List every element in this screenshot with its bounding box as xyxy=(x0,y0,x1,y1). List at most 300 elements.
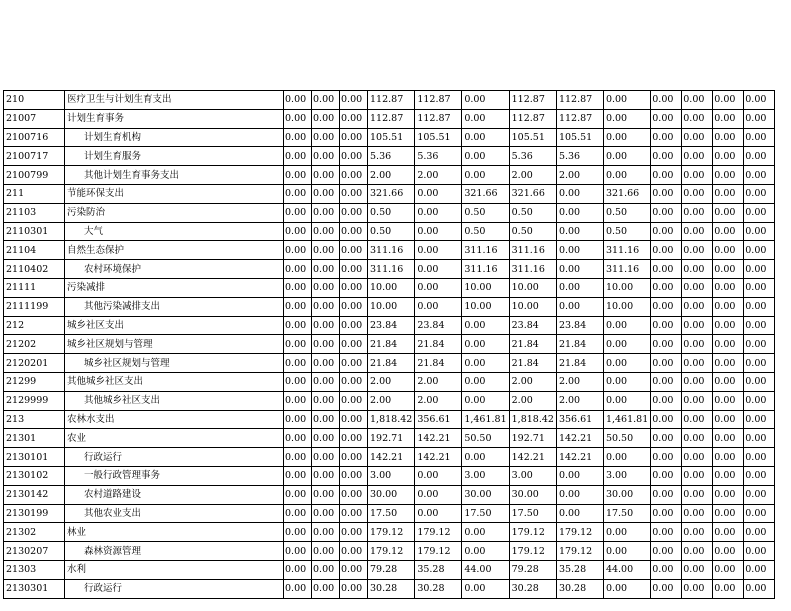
amount-cell: 356.61 xyxy=(415,410,462,429)
amount-cell: 0.00 xyxy=(744,222,775,241)
amount-cell: 10.00 xyxy=(368,278,415,297)
table-row xyxy=(4,91,775,110)
amount-cell: 0.00 xyxy=(462,109,509,128)
amount-cell: 0.00 xyxy=(340,372,368,391)
amount-cell: 0.00 xyxy=(415,278,462,297)
amount-cell: 0.00 xyxy=(284,542,312,561)
table-row xyxy=(4,241,775,260)
amount-cell: 50.50 xyxy=(603,429,650,448)
amount-cell: 0.00 xyxy=(340,222,368,241)
amount-cell: 0.00 xyxy=(682,147,713,166)
amount-cell: 0.00 xyxy=(340,184,368,203)
amount-cell: 0.00 xyxy=(713,241,744,260)
table-row xyxy=(4,579,775,598)
amount-cell: 5.36 xyxy=(415,147,462,166)
amount-cell: 0.00 xyxy=(340,429,368,448)
account-code-cell: 2100716 xyxy=(4,128,65,147)
amount-cell: 2.00 xyxy=(509,391,556,410)
amount-cell: 112.87 xyxy=(556,91,603,110)
account-name-cell: 计划生育服务 xyxy=(65,147,284,166)
amount-cell: 0.50 xyxy=(462,222,509,241)
amount-cell: 0.00 xyxy=(651,410,682,429)
amount-cell: 0.00 xyxy=(312,128,340,147)
amount-cell: 0.00 xyxy=(713,466,744,485)
amount-cell: 0.00 xyxy=(744,391,775,410)
amount-cell: 0.00 xyxy=(744,260,775,279)
amount-cell: 5.36 xyxy=(556,147,603,166)
amount-cell: 0.00 xyxy=(312,560,340,579)
amount-cell: 0.00 xyxy=(682,542,713,561)
amount-cell: 3.00 xyxy=(368,466,415,485)
account-code-cell: 2130199 xyxy=(4,504,65,523)
amount-cell: 0.00 xyxy=(682,297,713,316)
amount-cell: 0.00 xyxy=(556,485,603,504)
account-name-cell: 污染防治 xyxy=(65,203,284,222)
amount-cell: 112.87 xyxy=(509,91,556,110)
amount-cell: 0.00 xyxy=(312,222,340,241)
account-name-cell: 其他污染减排支出 xyxy=(65,297,284,316)
amount-cell: 192.71 xyxy=(509,429,556,448)
amount-cell: 0.00 xyxy=(284,391,312,410)
amount-cell: 0.00 xyxy=(713,166,744,185)
amount-cell: 0.00 xyxy=(284,372,312,391)
amount-cell: 0.00 xyxy=(713,109,744,128)
amount-cell: 0.00 xyxy=(415,203,462,222)
amount-cell: 0.00 xyxy=(312,109,340,128)
amount-cell: 0.00 xyxy=(682,579,713,598)
amount-cell: 0.00 xyxy=(312,241,340,260)
amount-cell: 0.00 xyxy=(744,429,775,448)
amount-cell: 0.00 xyxy=(284,147,312,166)
amount-cell: 0.00 xyxy=(415,260,462,279)
amount-cell: 2.00 xyxy=(415,391,462,410)
account-name-cell: 计划生育事务 xyxy=(65,109,284,128)
amount-cell: 192.71 xyxy=(368,429,415,448)
amount-cell: 35.28 xyxy=(415,560,462,579)
amount-cell: 0.00 xyxy=(284,109,312,128)
amount-cell: 50.50 xyxy=(462,429,509,448)
amount-cell: 0.00 xyxy=(312,354,340,373)
amount-cell: 0.00 xyxy=(651,429,682,448)
amount-cell: 0.00 xyxy=(682,429,713,448)
amount-cell: 0.00 xyxy=(556,260,603,279)
amount-cell: 0.00 xyxy=(651,485,682,504)
account-code-cell: 213 xyxy=(4,410,65,429)
account-name-cell: 农业 xyxy=(65,429,284,448)
account-name-cell: 一般行政管理事务 xyxy=(65,466,284,485)
amount-cell: 0.00 xyxy=(713,260,744,279)
amount-cell: 0.00 xyxy=(744,542,775,561)
amount-cell: 0.00 xyxy=(682,391,713,410)
account-name-cell: 其他计划生育事务支出 xyxy=(65,166,284,185)
account-code-cell: 21303 xyxy=(4,560,65,579)
amount-cell: 0.00 xyxy=(682,354,713,373)
amount-cell: 0.00 xyxy=(462,579,509,598)
amount-cell: 0.50 xyxy=(368,222,415,241)
amount-cell: 0.00 xyxy=(651,91,682,110)
amount-cell: 0.00 xyxy=(651,278,682,297)
budget-table xyxy=(3,90,775,599)
amount-cell: 0.00 xyxy=(340,147,368,166)
amount-cell: 0.00 xyxy=(340,109,368,128)
amount-cell: 2.00 xyxy=(556,166,603,185)
account-name-cell: 农村道路建设 xyxy=(65,485,284,504)
amount-cell: 0.00 xyxy=(415,466,462,485)
amount-cell: 21.84 xyxy=(415,354,462,373)
amount-cell: 0.00 xyxy=(284,504,312,523)
account-name-cell: 其他城乡社区支出 xyxy=(65,391,284,410)
account-code-cell: 2110301 xyxy=(4,222,65,241)
amount-cell: 0.00 xyxy=(713,560,744,579)
amount-cell: 0.00 xyxy=(312,579,340,598)
amount-cell: 0.00 xyxy=(284,354,312,373)
amount-cell: 0.00 xyxy=(556,504,603,523)
amount-cell: 0.00 xyxy=(556,203,603,222)
amount-cell: 0.00 xyxy=(312,316,340,335)
amount-cell: 0.00 xyxy=(312,504,340,523)
account-name-cell: 节能环保支出 xyxy=(65,184,284,203)
amount-cell: 0.00 xyxy=(713,203,744,222)
amount-cell: 0.00 xyxy=(556,184,603,203)
account-code-cell: 2100799 xyxy=(4,166,65,185)
amount-cell: 0.00 xyxy=(651,560,682,579)
amount-cell: 0.00 xyxy=(682,466,713,485)
amount-cell: 10.00 xyxy=(509,297,556,316)
amount-cell: 105.51 xyxy=(368,128,415,147)
amount-cell: 356.61 xyxy=(556,410,603,429)
amount-cell: 0.00 xyxy=(651,203,682,222)
amount-cell: 30.00 xyxy=(603,485,650,504)
amount-cell: 10.00 xyxy=(603,278,650,297)
amount-cell: 10.00 xyxy=(462,297,509,316)
amount-cell: 311.16 xyxy=(603,260,650,279)
amount-cell: 0.00 xyxy=(713,504,744,523)
amount-cell: 0.00 xyxy=(682,485,713,504)
account-code-cell: 21007 xyxy=(4,109,65,128)
amount-cell: 1,461.81 xyxy=(603,410,650,429)
amount-cell: 0.00 xyxy=(744,466,775,485)
amount-cell: 5.36 xyxy=(509,147,556,166)
amount-cell: 0.00 xyxy=(651,354,682,373)
table-row xyxy=(4,109,775,128)
account-name-cell: 行政运行 xyxy=(65,579,284,598)
account-code-cell: 211 xyxy=(4,184,65,203)
amount-cell: 179.12 xyxy=(556,523,603,542)
amount-cell: 311.16 xyxy=(603,241,650,260)
amount-cell: 179.12 xyxy=(368,542,415,561)
amount-cell: 0.00 xyxy=(312,260,340,279)
amount-cell: 142.21 xyxy=(368,448,415,467)
amount-cell: 0.00 xyxy=(651,128,682,147)
amount-cell: 2.00 xyxy=(509,166,556,185)
amount-cell: 0.00 xyxy=(340,91,368,110)
amount-cell: 0.00 xyxy=(603,391,650,410)
account-code-cell: 212 xyxy=(4,316,65,335)
amount-cell: 0.00 xyxy=(713,184,744,203)
account-name-cell: 自然生态保护 xyxy=(65,241,284,260)
amount-cell: 0.00 xyxy=(284,241,312,260)
amount-cell: 179.12 xyxy=(415,523,462,542)
amount-cell: 1,818.42 xyxy=(509,410,556,429)
amount-cell: 0.00 xyxy=(603,354,650,373)
amount-cell: 0.00 xyxy=(651,523,682,542)
account-name-cell: 林业 xyxy=(65,523,284,542)
amount-cell: 0.00 xyxy=(462,166,509,185)
account-code-cell: 21202 xyxy=(4,335,65,354)
account-code-cell: 21103 xyxy=(4,203,65,222)
amount-cell: 0.00 xyxy=(284,222,312,241)
amount-cell: 321.66 xyxy=(603,184,650,203)
amount-cell: 0.00 xyxy=(713,91,744,110)
amount-cell: 2.00 xyxy=(415,372,462,391)
amount-cell: 0.00 xyxy=(603,542,650,561)
amount-cell: 2.00 xyxy=(556,391,603,410)
amount-cell: 0.00 xyxy=(744,241,775,260)
amount-cell: 0.00 xyxy=(340,278,368,297)
amount-cell: 10.00 xyxy=(603,297,650,316)
amount-cell: 0.00 xyxy=(603,147,650,166)
amount-cell: 0.00 xyxy=(682,523,713,542)
amount-cell: 0.00 xyxy=(312,147,340,166)
amount-cell: 0.00 xyxy=(713,523,744,542)
amount-cell: 21.84 xyxy=(368,335,415,354)
amount-cell: 179.12 xyxy=(368,523,415,542)
amount-cell: 321.66 xyxy=(509,184,556,203)
amount-cell: 0.00 xyxy=(713,316,744,335)
amount-cell: 0.00 xyxy=(744,448,775,467)
amount-cell: 0.00 xyxy=(603,166,650,185)
amount-cell: 0.00 xyxy=(682,560,713,579)
amount-cell: 105.51 xyxy=(509,128,556,147)
amount-cell: 3.00 xyxy=(462,466,509,485)
amount-cell: 112.87 xyxy=(415,91,462,110)
table-row xyxy=(4,297,775,316)
amount-cell: 0.00 xyxy=(340,316,368,335)
amount-cell: 0.00 xyxy=(603,128,650,147)
account-code-cell: 2130142 xyxy=(4,485,65,504)
amount-cell: 142.21 xyxy=(509,448,556,467)
amount-cell: 0.00 xyxy=(744,335,775,354)
table-row xyxy=(4,222,775,241)
amount-cell: 0.00 xyxy=(682,222,713,241)
amount-cell: 0.00 xyxy=(340,410,368,429)
amount-cell: 0.00 xyxy=(284,429,312,448)
amount-cell: 23.84 xyxy=(415,316,462,335)
table-row xyxy=(4,166,775,185)
budget-table-body xyxy=(4,91,775,599)
amount-cell: 112.87 xyxy=(509,109,556,128)
amount-cell: 2.00 xyxy=(368,166,415,185)
amount-cell: 0.00 xyxy=(415,222,462,241)
amount-cell: 17.50 xyxy=(509,504,556,523)
amount-cell: 0.00 xyxy=(284,316,312,335)
account-name-cell: 行政运行 xyxy=(65,448,284,467)
amount-cell: 0.00 xyxy=(744,560,775,579)
table-row xyxy=(4,429,775,448)
amount-cell: 0.00 xyxy=(744,203,775,222)
amount-cell: 0.00 xyxy=(312,542,340,561)
amount-cell: 0.00 xyxy=(284,128,312,147)
amount-cell: 0.00 xyxy=(340,542,368,561)
amount-cell: 0.50 xyxy=(603,222,650,241)
amount-cell: 0.00 xyxy=(682,316,713,335)
amount-cell: 179.12 xyxy=(509,523,556,542)
amount-cell: 0.00 xyxy=(312,91,340,110)
amount-cell: 30.28 xyxy=(368,579,415,598)
amount-cell: 0.00 xyxy=(713,128,744,147)
amount-cell: 0.00 xyxy=(340,354,368,373)
amount-cell: 0.00 xyxy=(312,372,340,391)
amount-cell: 23.84 xyxy=(509,316,556,335)
amount-cell: 0.00 xyxy=(284,184,312,203)
amount-cell: 0.00 xyxy=(340,523,368,542)
amount-cell: 112.87 xyxy=(368,91,415,110)
table-row xyxy=(4,278,775,297)
amount-cell: 79.28 xyxy=(368,560,415,579)
amount-cell: 0.00 xyxy=(651,466,682,485)
amount-cell: 0.00 xyxy=(340,560,368,579)
amount-cell: 0.00 xyxy=(744,504,775,523)
amount-cell: 0.00 xyxy=(713,485,744,504)
amount-cell: 0.00 xyxy=(713,579,744,598)
amount-cell: 0.00 xyxy=(651,260,682,279)
account-name-cell: 森林资源管理 xyxy=(65,542,284,561)
amount-cell: 0.00 xyxy=(651,542,682,561)
amount-cell: 3.00 xyxy=(509,466,556,485)
amount-cell: 0.00 xyxy=(462,316,509,335)
amount-cell: 0.00 xyxy=(312,184,340,203)
amount-cell: 21.84 xyxy=(368,354,415,373)
amount-cell: 311.16 xyxy=(368,260,415,279)
table-row xyxy=(4,372,775,391)
amount-cell: 0.00 xyxy=(312,429,340,448)
amount-cell: 0.00 xyxy=(415,184,462,203)
amount-cell: 112.87 xyxy=(415,109,462,128)
amount-cell: 142.21 xyxy=(415,429,462,448)
account-code-cell: 210 xyxy=(4,91,65,110)
amount-cell: 0.00 xyxy=(603,316,650,335)
amount-cell: 0.00 xyxy=(284,560,312,579)
amount-cell: 0.00 xyxy=(603,91,650,110)
table-row xyxy=(4,316,775,335)
amount-cell: 0.00 xyxy=(284,91,312,110)
amount-cell: 0.00 xyxy=(744,147,775,166)
amount-cell: 0.00 xyxy=(556,297,603,316)
amount-cell: 0.00 xyxy=(284,579,312,598)
amount-cell: 0.00 xyxy=(744,523,775,542)
table-row xyxy=(4,128,775,147)
amount-cell: 21.84 xyxy=(509,354,556,373)
amount-cell: 0.00 xyxy=(744,354,775,373)
amount-cell: 0.00 xyxy=(651,504,682,523)
amount-cell: 0.00 xyxy=(744,579,775,598)
amount-cell: 0.00 xyxy=(312,278,340,297)
amount-cell: 0.00 xyxy=(284,523,312,542)
amount-cell: 0.00 xyxy=(682,203,713,222)
account-name-cell: 医疗卫生与计划生育支出 xyxy=(65,91,284,110)
amount-cell: 0.00 xyxy=(651,372,682,391)
amount-cell: 112.87 xyxy=(556,109,603,128)
amount-cell: 0.00 xyxy=(713,429,744,448)
table-row xyxy=(4,485,775,504)
amount-cell: 0.00 xyxy=(340,297,368,316)
amount-cell: 0.00 xyxy=(284,466,312,485)
account-code-cell: 2111199 xyxy=(4,297,65,316)
amount-cell: 0.00 xyxy=(603,448,650,467)
amount-cell: 0.00 xyxy=(462,335,509,354)
amount-cell: 0.00 xyxy=(682,166,713,185)
amount-cell: 0.00 xyxy=(340,466,368,485)
amount-cell: 0.00 xyxy=(462,523,509,542)
amount-cell: 17.50 xyxy=(603,504,650,523)
table-row xyxy=(4,260,775,279)
amount-cell: 23.84 xyxy=(556,316,603,335)
amount-cell: 0.00 xyxy=(682,128,713,147)
account-code-cell: 2110402 xyxy=(4,260,65,279)
amount-cell: 0.00 xyxy=(312,297,340,316)
amount-cell: 0.00 xyxy=(556,241,603,260)
amount-cell: 0.00 xyxy=(713,222,744,241)
table-row xyxy=(4,466,775,485)
account-code-cell: 2130301 xyxy=(4,579,65,598)
account-name-cell: 计划生育机构 xyxy=(65,128,284,147)
amount-cell: 2.00 xyxy=(509,372,556,391)
table-row xyxy=(4,542,775,561)
amount-cell: 311.16 xyxy=(509,260,556,279)
amount-cell: 0.00 xyxy=(713,278,744,297)
amount-cell: 0.00 xyxy=(312,523,340,542)
amount-cell: 0.00 xyxy=(682,372,713,391)
amount-cell: 0.00 xyxy=(744,410,775,429)
amount-cell: 0.00 xyxy=(651,335,682,354)
amount-cell: 0.00 xyxy=(713,410,744,429)
account-code-cell: 2130101 xyxy=(4,448,65,467)
amount-cell: 44.00 xyxy=(603,560,650,579)
amount-cell: 0.50 xyxy=(509,222,556,241)
account-code-cell: 21299 xyxy=(4,372,65,391)
amount-cell: 0.00 xyxy=(682,91,713,110)
amount-cell: 0.00 xyxy=(744,485,775,504)
table-row xyxy=(4,504,775,523)
amount-cell: 0.00 xyxy=(462,91,509,110)
amount-cell: 0.00 xyxy=(312,410,340,429)
amount-cell: 0.00 xyxy=(312,391,340,410)
account-name-cell: 农林水支出 xyxy=(65,410,284,429)
amount-cell: 0.00 xyxy=(284,485,312,504)
amount-cell: 179.12 xyxy=(556,542,603,561)
amount-cell: 0.00 xyxy=(340,203,368,222)
amount-cell: 0.00 xyxy=(312,466,340,485)
amount-cell: 21.84 xyxy=(415,335,462,354)
table-row xyxy=(4,335,775,354)
amount-cell: 2.00 xyxy=(368,372,415,391)
account-name-cell: 农村环境保护 xyxy=(65,260,284,279)
amount-cell: 0.50 xyxy=(603,203,650,222)
table-row xyxy=(4,203,775,222)
amount-cell: 0.00 xyxy=(340,579,368,598)
amount-cell: 0.00 xyxy=(651,579,682,598)
amount-cell: 0.00 xyxy=(284,278,312,297)
amount-cell: 0.00 xyxy=(651,147,682,166)
amount-cell: 0.00 xyxy=(340,448,368,467)
account-name-cell: 城乡社区支出 xyxy=(65,316,284,335)
table-row xyxy=(4,391,775,410)
amount-cell: 0.00 xyxy=(284,297,312,316)
amount-cell: 0.00 xyxy=(312,335,340,354)
account-code-cell: 2120201 xyxy=(4,354,65,373)
amount-cell: 0.00 xyxy=(603,579,650,598)
amount-cell: 0.00 xyxy=(651,184,682,203)
